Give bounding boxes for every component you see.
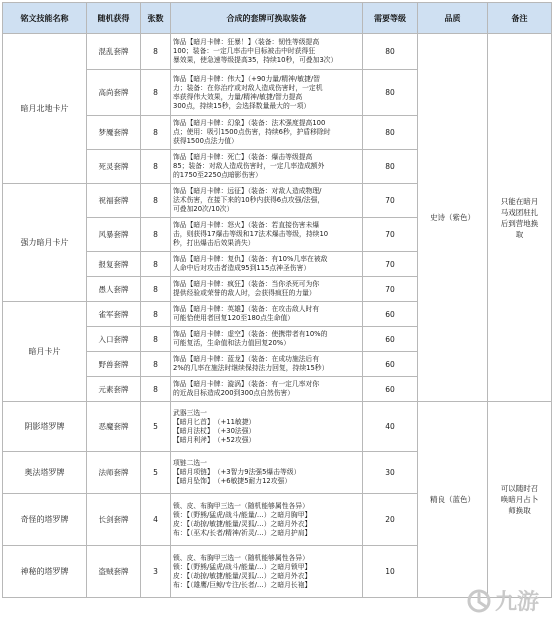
equipment-desc [171, 116, 363, 150]
header-row [3, 3, 552, 34]
equipment-desc [171, 327, 363, 352]
equipment-desc [171, 218, 363, 252]
desc-line: 饰品【暗月卡牌：死亡】（装备：爆击等级提高 [173, 153, 313, 161]
desc-line: 布：【（巫术/长者/精神/祈灵/…）之暗月护肩】 [173, 528, 312, 537]
equipment-desc [171, 352, 363, 377]
desc-line: 2%的几率在施法时继续保持法力回复，持续15秒） [173, 364, 329, 372]
group-name: 奇怪的塔罗牌 [3, 494, 87, 546]
desc-line: 100；装备：一定几率击中目标被击中时获得狂 [173, 47, 316, 55]
deck-name: 报复套牌 [87, 252, 141, 277]
deck-name: 混乱套牌 [87, 34, 141, 70]
note-fine [488, 402, 552, 598]
equipment-desc [171, 252, 363, 277]
deck-name: 雀军套牌 [87, 302, 141, 327]
desc-line: 锁：【（野熊/猛虎/战斗/能量/…）之暗月胸甲】 [173, 510, 312, 519]
quality-epic: 史诗（紫色） [418, 34, 488, 402]
card-count: 8 [141, 277, 171, 302]
card-deck-table [2, 2, 552, 598]
equipment-desc [171, 184, 363, 218]
header-random: 随机获得 [87, 3, 141, 34]
desc-line: 获得1500点法力值） [173, 137, 238, 145]
page [2, 2, 551, 598]
card-count: 8 [141, 34, 171, 70]
9game-logo-icon [466, 588, 492, 614]
note-line: 可以随时召 [500, 484, 539, 493]
table-row [3, 402, 552, 452]
equipment-desc [171, 302, 363, 327]
desc-line: 饰品【暗月卡牌：伟大】（+90力量/精神/敏捷/智 [173, 74, 320, 83]
note-line: 师换取 [508, 506, 531, 515]
desc-line: 击，则获得17爆击等级和17法术爆击等级，持续10 [173, 230, 329, 238]
desc-line: 饰品【暗月卡牌：虚空】（装备：使携带者有10%的 [173, 330, 328, 338]
desc-line: 可叠加20次/10次） [173, 205, 234, 213]
header-equipment: 合成的套牌可换取装备 [171, 3, 363, 34]
level: 40 [363, 402, 418, 452]
equipment-desc [171, 377, 363, 402]
deck-name: 祝福套牌 [87, 184, 141, 218]
note-line: 只能在暗月 [500, 196, 539, 206]
desc-line: 项链二选一 [173, 459, 207, 467]
card-count: 8 [141, 377, 171, 402]
deck-name: 法师套牌 [87, 452, 141, 494]
level: 70 [363, 277, 418, 302]
desc-line: 饰品【暗月卡牌：远征】（装备：对敌人造成物理/ [173, 187, 322, 195]
desc-line: 饰品【暗月卡牌：复仇】（装备：有10%几率在被敌 [173, 255, 328, 263]
desc-line: 的近战目标造成200到300点自然伤害） [173, 389, 295, 397]
group-name: 奥法塔罗牌 [3, 452, 87, 494]
card-count: 8 [141, 252, 171, 277]
table-row [3, 34, 552, 70]
desc-line: 饰品【暗月卡牌：疯狂】（装备：当你杀死可为你 [173, 280, 320, 288]
card-count: 8 [141, 184, 171, 218]
level: 60 [363, 327, 418, 352]
group-name: 神秘的塔罗牌 [3, 546, 87, 598]
equipment-desc [171, 546, 363, 598]
group-name: 暗月北地卡片 [3, 34, 87, 184]
desc-line: 【暗月利斧】 （+52攻强） [173, 435, 256, 444]
deck-name: 长剑套牌 [87, 494, 141, 546]
desc-line: 秒，打出爆击后效果消失） [173, 239, 255, 247]
equipment-desc [171, 277, 363, 302]
card-count: 3 [141, 546, 171, 598]
level: 80 [363, 150, 418, 184]
header-count: 张数 [141, 3, 171, 34]
note-line: 后到营地换 [500, 218, 539, 228]
card-count: 8 [141, 352, 171, 377]
header-level: 需要等级 [363, 3, 418, 34]
deck-name: 入口套牌 [87, 327, 141, 352]
card-count: 5 [141, 402, 171, 452]
desc-line: 【暗月坠饰】 （+6敏捷5耐力12攻强） [173, 477, 292, 485]
card-count: 8 [141, 116, 171, 150]
desc-line: 饰品【暗月卡牌：英雄】（装备：在攻击敌人时有 [173, 305, 320, 313]
desc-line: 饰品【暗月卡牌：蓝龙】（装备：在成功施法后有 [173, 355, 320, 363]
desc-line: 的1750至2250点暗影伤害） [173, 171, 262, 179]
header-skill-name: 铭文技能名称 [3, 3, 87, 34]
deck-name: 风暴套牌 [87, 218, 141, 252]
level: 80 [363, 70, 418, 116]
desc-line: 点；使用：吸引1500点伤害，持续6秒，护盾移除时 [173, 128, 331, 136]
desc-line: 皮：【（劫掠/敏捷/能量/灵狐/…）之暗月外衣】 [173, 571, 312, 580]
desc-line: 锁：【（野熊/猛虎/战斗/能量/…）之暗月锁甲】 [173, 562, 312, 571]
deck-name: 梦魇套牌 [87, 116, 141, 150]
deck-name: 愚人套牌 [87, 277, 141, 302]
desc-line: 【暗月项链】 （+3智力9法强5爆击等级） [173, 468, 301, 476]
note-epic [488, 34, 552, 402]
desc-line: 饰品【暗月卡牌：幻象】（装备：法术强度提高100 [173, 119, 326, 127]
level: 30 [363, 452, 418, 494]
desc-line: 可能复活，生命值和法力值回复20%） [173, 339, 291, 347]
desc-line: 饰品【暗月卡牌：怒火】（装备：若直接伤害未爆 [173, 221, 320, 229]
group-name: 暗月卡片 [3, 302, 87, 402]
equipment-desc [171, 34, 363, 70]
deck-name: 死灵套牌 [87, 150, 141, 184]
level: 20 [363, 494, 418, 546]
equipment-desc [171, 494, 363, 546]
desc-line: 力；装备：在你治疗或对敌人造成伤害时，一定机 [173, 83, 323, 92]
desc-line: 皮：【（劫掠/敏捷/能量/灵狐/…）之暗月外衣】 [173, 519, 312, 528]
level: 60 [363, 377, 418, 402]
equipment-desc [171, 452, 363, 494]
desc-line: 暴效果，使急速等级提高35，持续10秒，可叠加3次） [173, 56, 338, 64]
group-name: 强力暗月卡片 [3, 184, 87, 302]
note-line: 唤暗月占卜 [500, 495, 539, 504]
quality-fine: 精良（蓝色） [418, 402, 488, 598]
equipment-desc [171, 402, 363, 452]
card-count: 8 [141, 70, 171, 116]
card-count: 4 [141, 494, 171, 546]
deck-name: 盗贼套牌 [87, 546, 141, 598]
group-name: 阴影塔罗牌 [3, 402, 87, 452]
desc-line: 【暗月法杖】 （+30法强） [173, 426, 256, 435]
equipment-desc [171, 150, 363, 184]
deck-name: 元素套牌 [87, 377, 141, 402]
desc-line: 锁、皮、布胸甲三选一（随机能够属性各异） [173, 501, 309, 510]
desc-line: 武器三选一 [173, 408, 207, 417]
level: 80 [363, 34, 418, 70]
level: 70 [363, 184, 418, 218]
desc-line: 85；装备：对敌人造成伤害时，一定几率造成额外 [173, 162, 325, 170]
desc-line: 饰品【暗月卡牌：狂暴！】（装备：韧性等级提高 [173, 38, 320, 46]
level: 10 [363, 546, 418, 598]
deck-name: 恶魔套牌 [87, 402, 141, 452]
note-line: 取 [515, 229, 524, 239]
desc-line: 法术伤害，在接下来的10秒内获得6点攻强/法强， [173, 196, 325, 204]
watermark-text: 九游 [494, 590, 539, 615]
deck-name: 高尚套牌 [87, 70, 141, 116]
desc-line: 人命中后对攻击者造成95到115点神圣伤害） [173, 264, 311, 272]
equipment-desc [171, 70, 363, 116]
card-count: 8 [141, 302, 171, 327]
level: 70 [363, 252, 418, 277]
header-notes: 备注 [488, 3, 552, 34]
level: 70 [363, 218, 418, 252]
level: 60 [363, 352, 418, 377]
desc-line: 300点，持续15秒，会选择数量最大的一项） [173, 101, 311, 110]
desc-line: 可能恰使用者回复120至180点生命值） [173, 314, 295, 322]
desc-line: 锁、皮、布胸甲三选一（随机能够属性各异） [173, 553, 309, 562]
desc-line: 【暗月匕首】 （+11敏捷） [173, 417, 256, 426]
header-quality: 品质 [418, 3, 488, 34]
note-line: 马戏团驻扎 [500, 207, 539, 217]
card-count: 5 [141, 452, 171, 494]
level: 80 [363, 116, 418, 150]
desc-line: 饰品【暗月卡牌：漩涡】（装备：有一定几率对你 [173, 380, 320, 388]
card-count: 8 [141, 150, 171, 184]
deck-name: 野兽套牌 [87, 352, 141, 377]
watermark [466, 585, 539, 616]
desc-line: 提供经验或荣誉的敌人时，会获得疯狂的力量） [173, 289, 316, 297]
card-count: 8 [141, 218, 171, 252]
desc-line: 率获得伟大效果，力量/精神/敏捷/智力提高 [173, 92, 303, 101]
card-count: 8 [141, 327, 171, 352]
desc-line: 布：【（雄鹰/巨鲸/专注/长者/…）之暗月长袍】 [173, 580, 312, 589]
level: 60 [363, 302, 418, 327]
